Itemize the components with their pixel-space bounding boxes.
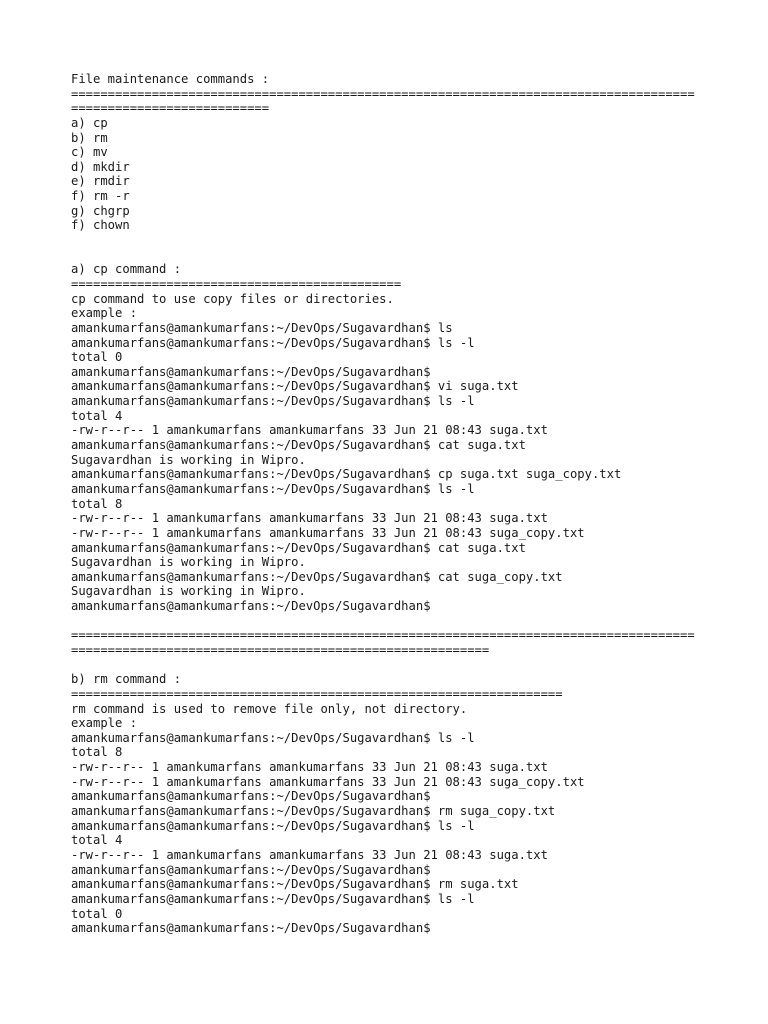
shell-prompt-line: amankumarfans@amankumarfans:~/DevOps/Sugavardhan$ ls (71, 320, 453, 335)
shell-prompt-line: amankumarfans@amankumarfans:~/DevOps/Sugavardhan$ (71, 921, 431, 936)
total-line: total 4 (71, 833, 123, 848)
shell-prompt-line: amankumarfans@amankumarfans:~/DevOps/Sugavardhan$ cat suga.txt (71, 540, 526, 555)
total-line: total 8 (71, 496, 123, 511)
shell-prompt-line: amankumarfans@amankumarfans:~/DevOps/Sugavardhan$ cp suga.txt suga_copy.txt (71, 467, 622, 482)
file-listing-line: -rw-r--r-- 1 amankumarfans amankumarfans 33 Jun 21 08:43 suga_copy.txt (71, 774, 585, 789)
text-line: example : (71, 716, 138, 731)
text-line: File maintenance commands : (71, 72, 270, 86)
text-line: Sugavardhan is working in Wipro. (71, 452, 306, 467)
command-list-item: f) chown (71, 218, 130, 233)
shell-prompt-line: amankumarfans@amankumarfans:~/DevOps/Sugavardhan$ rm suga.txt (71, 877, 519, 892)
total-line: total 0 (71, 350, 123, 365)
total-line: total 8 (71, 745, 123, 760)
text-line: Sugavardhan is working in Wipro. (71, 584, 306, 599)
section-heading: a) cp command : (71, 262, 182, 277)
document-page (71, 72, 761, 936)
shell-prompt-line: amankumarfans@amankumarfans:~/DevOps/Sugavardhan$ (71, 789, 431, 804)
text-line: cp command to use copy files or directories. (71, 291, 394, 306)
file-listing-line: -rw-r--r-- 1 amankumarfans amankumarfans 33 Jun 21 08:43 suga.txt (71, 511, 548, 526)
shell-prompt-line: amankumarfans@amankumarfans:~/DevOps/Sugavardhan$ ls -l (71, 394, 475, 409)
blank-line (71, 658, 761, 673)
total-line: total 0 (71, 906, 123, 921)
file-listing-line: -rw-r--r-- 1 amankumarfans amankumarfans 33 Jun 21 08:43 suga.txt (71, 847, 548, 862)
command-list-item: d) mkdir (71, 159, 130, 174)
command-list-item: c) mv (71, 145, 108, 160)
text-line: Sugavardhan is working in Wipro. (71, 555, 306, 570)
blank-line (71, 233, 761, 248)
file-listing-line: -rw-r--r-- 1 amankumarfans amankumarfans 33 Jun 21 08:43 suga.txt (71, 423, 548, 438)
command-list-item: f) rm -r (71, 189, 130, 204)
separator-line: ===================================================================================== (71, 86, 695, 101)
file-listing-line: -rw-r--r-- 1 amankumarfans amankumarfans 33 Jun 21 08:43 suga_copy.txt (71, 525, 585, 540)
command-list-item: e) rmdir (71, 174, 130, 189)
shell-prompt-line: amankumarfans@amankumarfans:~/DevOps/Sugavardhan$ ls -l (71, 335, 475, 350)
blank-line (71, 614, 761, 629)
blank-line (71, 248, 761, 263)
command-list-item: g) chgrp (71, 203, 130, 218)
shell-prompt-line: amankumarfans@amankumarfans:~/DevOps/Sugavardhan$ ls -l (71, 730, 475, 745)
shell-prompt-line: amankumarfans@amankumarfans:~/DevOps/Sugavardhan$ ls -l (71, 891, 475, 906)
separator-line: ========================================================= (71, 642, 490, 657)
shell-prompt-line: amankumarfans@amankumarfans:~/DevOps/Sugavardhan$ cat suga.txt (71, 438, 526, 453)
shell-prompt-line: amankumarfans@amankumarfans:~/DevOps/Sugavardhan$ vi suga.txt (71, 379, 519, 394)
shell-prompt-line: amankumarfans@amankumarfans:~/DevOps/Sugavardhan$ cat suga_copy.txt (71, 569, 563, 584)
file-listing-line: -rw-r--r-- 1 amankumarfans amankumarfans 33 Jun 21 08:43 suga.txt (71, 760, 548, 775)
shell-prompt-line: amankumarfans@amankumarfans:~/DevOps/Sugavardhan$ (71, 862, 431, 877)
separator-line: ============================================= (71, 276, 402, 291)
separator-line: =================================================================== (71, 686, 563, 701)
text-line: example : (71, 306, 138, 321)
section-heading: b) rm command : (71, 672, 182, 687)
shell-prompt-line: amankumarfans@amankumarfans:~/DevOps/Sugavardhan$ ls -l (71, 818, 475, 833)
separator-line: ===================================================================================== (71, 628, 695, 643)
command-list-item: a) cp (71, 115, 108, 130)
shell-prompt-line: amankumarfans@amankumarfans:~/DevOps/Sugavardhan$ (71, 364, 431, 379)
shell-prompt-line: amankumarfans@amankumarfans:~/DevOps/Sugavardhan$ (71, 599, 431, 614)
separator-line: =========================== (71, 101, 270, 116)
shell-prompt-line: amankumarfans@amankumarfans:~/DevOps/Sugavardhan$ ls -l (71, 481, 475, 496)
text-line: rm command is used to remove file only, not directory. (71, 701, 468, 716)
total-line: total 4 (71, 408, 123, 423)
shell-prompt-line: amankumarfans@amankumarfans:~/DevOps/Sugavardhan$ rm suga_copy.txt (71, 804, 556, 819)
command-list-item: b) rm (71, 130, 108, 145)
